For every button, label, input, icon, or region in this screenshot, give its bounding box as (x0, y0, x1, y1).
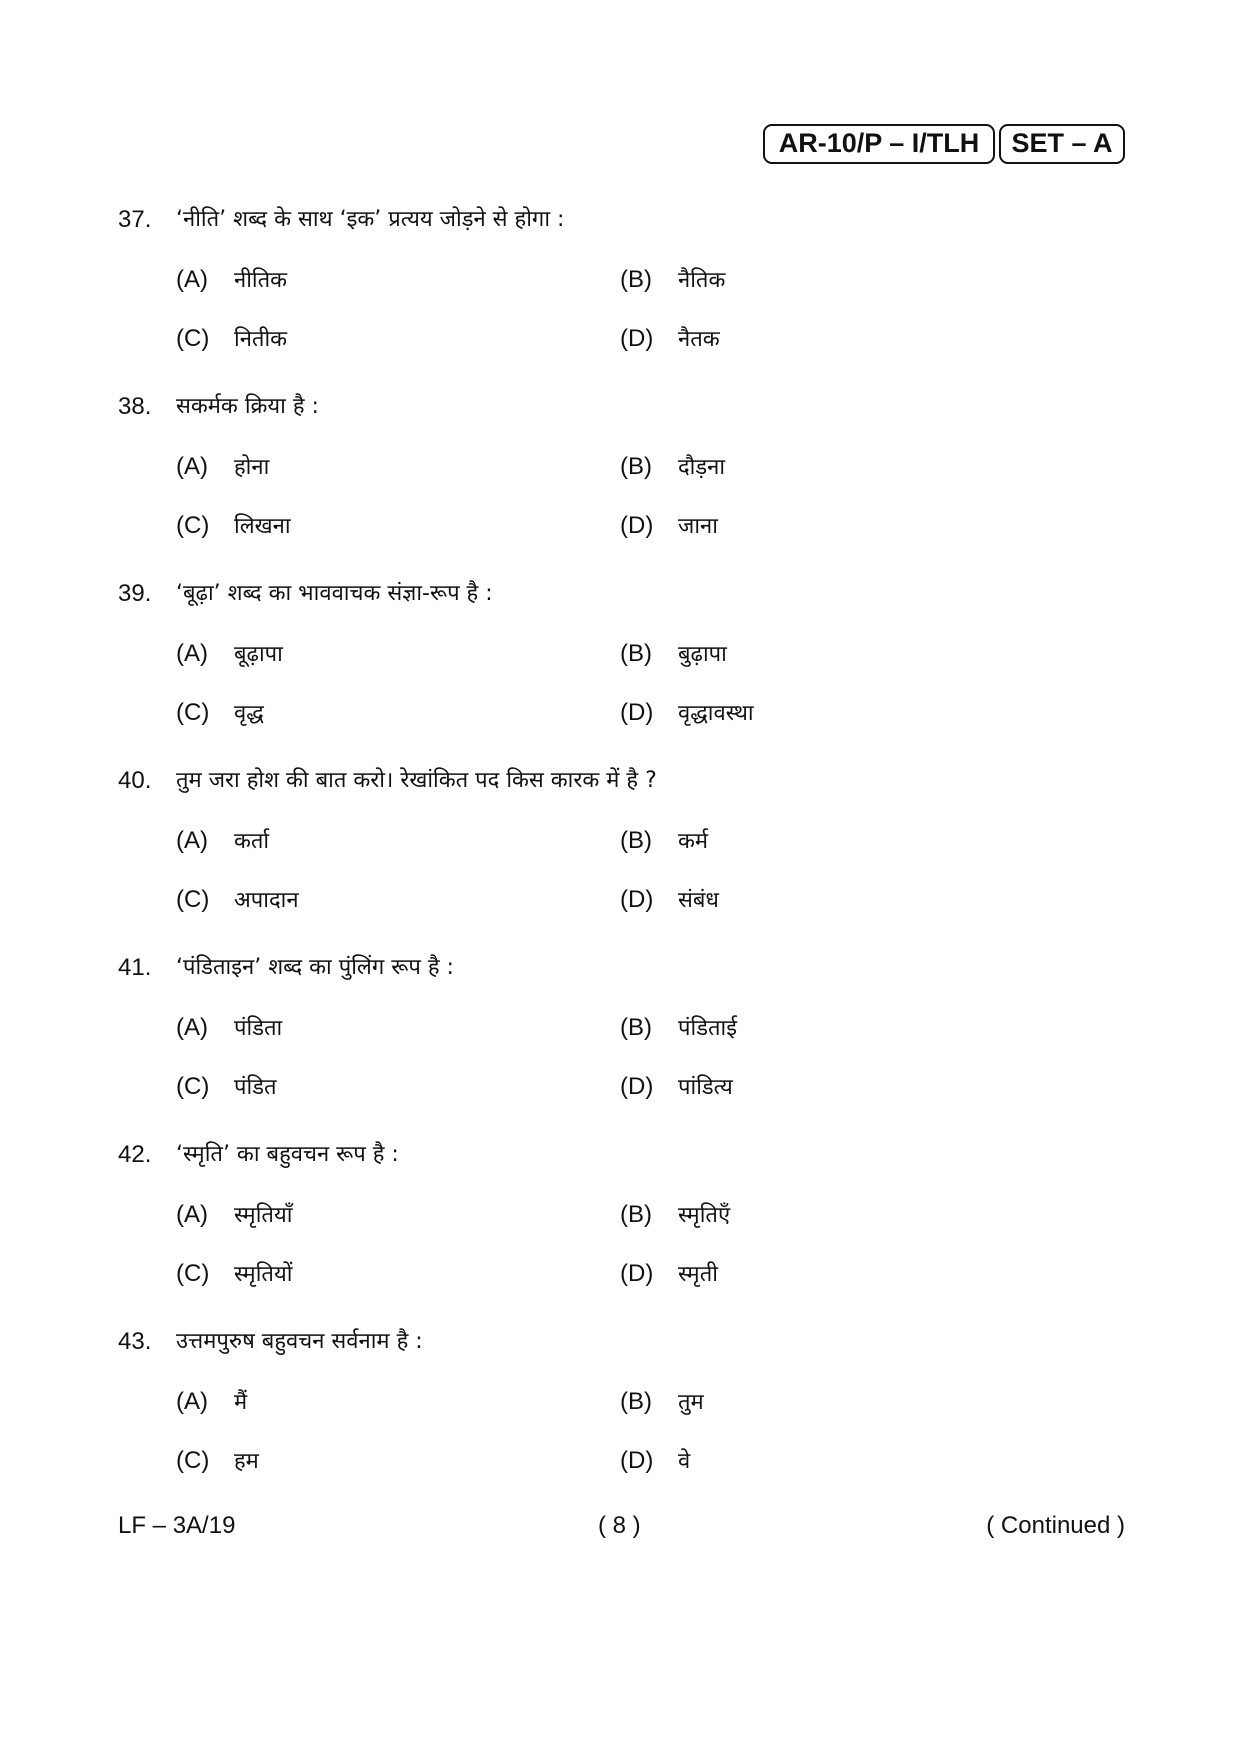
option-label: (B) (620, 266, 652, 293)
option-label: (C) (176, 325, 210, 352)
option-text: नैतिक (678, 268, 726, 293)
answer-option (620, 880, 719, 920)
option-text: पंडिता (234, 1016, 283, 1041)
option-text: नीतिक (234, 268, 288, 293)
option-text: स्मृतियाँ (234, 1203, 293, 1228)
answer-option (176, 634, 283, 674)
option-label: (C) (176, 512, 210, 539)
question-number: 38. (118, 393, 152, 420)
option-label: (D) (620, 1447, 654, 1474)
option-text: नैतक (678, 327, 720, 352)
option-label: (D) (620, 699, 654, 726)
option-label: (A) (176, 640, 208, 667)
answer-option (620, 1441, 690, 1481)
option-label: (C) (176, 699, 210, 726)
answer-option (176, 506, 291, 546)
option-text: बूढ़ापा (234, 642, 283, 667)
footer-paper-ref: LF – 3A/19 (118, 1512, 236, 1539)
option-text: पंडित (234, 1075, 277, 1100)
option-text: अपादान (234, 888, 299, 913)
option-label: (A) (176, 1014, 208, 1041)
answer-option (176, 447, 269, 487)
question-block (0, 387, 1240, 574)
option-label: (A) (176, 1201, 208, 1228)
answer-option (620, 634, 727, 674)
option-label: (D) (620, 325, 654, 352)
answer-option (176, 880, 299, 920)
option-label: (C) (176, 886, 210, 913)
answer-option (176, 260, 287, 300)
question-block (0, 1135, 1240, 1322)
answer-option (176, 1441, 259, 1481)
question-number: 42. (118, 1141, 152, 1168)
answer-option (620, 1382, 704, 1422)
answer-option (176, 1008, 282, 1048)
question-number: 43. (118, 1328, 152, 1355)
answer-option (176, 1067, 277, 1107)
option-label: (C) (176, 1447, 210, 1474)
answer-option (620, 1254, 718, 1294)
option-text: वे (678, 1449, 691, 1474)
option-text: मैं (234, 1390, 248, 1415)
option-text: वृद्धावस्था (678, 701, 754, 726)
answer-option (620, 260, 725, 300)
option-text: जाना (678, 514, 718, 539)
answer-option (176, 1382, 247, 1422)
option-label: (A) (176, 453, 208, 480)
answer-option (620, 1008, 737, 1048)
question-block (0, 948, 1240, 1135)
question-block (0, 574, 1240, 761)
question-number: 41. (118, 954, 152, 981)
question-number: 40. (118, 767, 152, 794)
answer-option (620, 693, 754, 733)
answer-option (176, 821, 269, 861)
question-text: ‘स्मृति’ का बहुवचन रूप है : (176, 1142, 399, 1167)
answer-option (620, 1067, 733, 1107)
continued-label: ( Continued ) (986, 1512, 1125, 1539)
option-text: स्मृतियों (234, 1262, 293, 1287)
option-label: (B) (620, 1388, 652, 1415)
question-number: 39. (118, 580, 152, 607)
option-text: हम (234, 1449, 259, 1474)
option-label: (A) (176, 1388, 208, 1415)
option-text: संबंध (678, 888, 719, 913)
option-text: स्मृती (678, 1262, 718, 1287)
option-label: (D) (620, 886, 654, 913)
answer-option (620, 447, 725, 487)
answer-option (620, 821, 708, 861)
question-text: तुम जरा होश की बात करो। रेखांकित पद किस कारक में है ? (176, 768, 657, 793)
option-label: (B) (620, 827, 652, 854)
question-number: 37. (118, 206, 152, 233)
option-label: (D) (620, 1260, 654, 1287)
option-label: (A) (176, 827, 208, 854)
paper-code-box: AR-10/P – I/TLH (763, 124, 995, 164)
option-text: कर्ता (234, 829, 270, 854)
option-text: कर्म (678, 829, 709, 854)
answer-option (620, 1195, 730, 1235)
page-number: ( 8 ) (598, 1512, 641, 1539)
option-text: नितीक (234, 327, 288, 352)
option-label: (C) (176, 1073, 210, 1100)
option-text: बुढ़ापा (678, 642, 727, 667)
question-block (0, 761, 1240, 948)
question-block (0, 200, 1240, 387)
option-label: (A) (176, 266, 208, 293)
option-text: होना (234, 455, 270, 480)
option-text: पंडिताई (678, 1016, 738, 1041)
option-label: (B) (620, 1201, 652, 1228)
option-text: पांडित्य (678, 1075, 733, 1100)
option-text: वृद्ध (234, 701, 264, 726)
set-code-box: SET – A (999, 124, 1125, 164)
question-text: सकर्मक क्रिया है : (176, 394, 319, 419)
option-label: (B) (620, 640, 652, 667)
question-text: ‘पंडिताइन’ शब्द का पुंलिंग रूप है : (176, 955, 454, 980)
option-text: तुम (678, 1390, 704, 1415)
option-text: लिखना (234, 514, 291, 539)
answer-option (176, 1195, 292, 1235)
question-block (0, 1322, 1240, 1509)
answer-option (620, 506, 718, 546)
answer-option (176, 319, 287, 359)
question-text: उत्तमपुरुष बहुवचन सर्वनाम है : (176, 1329, 423, 1354)
option-text: स्मृतिएँ (678, 1203, 731, 1228)
answer-option (620, 319, 720, 359)
option-label: (B) (620, 453, 652, 480)
answer-option (176, 693, 264, 733)
answer-option (176, 1254, 292, 1294)
option-label: (C) (176, 1260, 210, 1287)
option-text: दौड़ना (678, 455, 726, 480)
option-label: (D) (620, 512, 654, 539)
option-label: (B) (620, 1014, 652, 1041)
question-text: ‘नीति’ शब्द के साथ ‘इक’ प्रत्यय जोड़ने से होगा : (176, 207, 565, 232)
question-text: ‘बूढ़ा’ शब्द का भाववाचक संज्ञा-रूप है : (176, 581, 493, 606)
question-list (0, 200, 1240, 1509)
option-label: (D) (620, 1073, 654, 1100)
